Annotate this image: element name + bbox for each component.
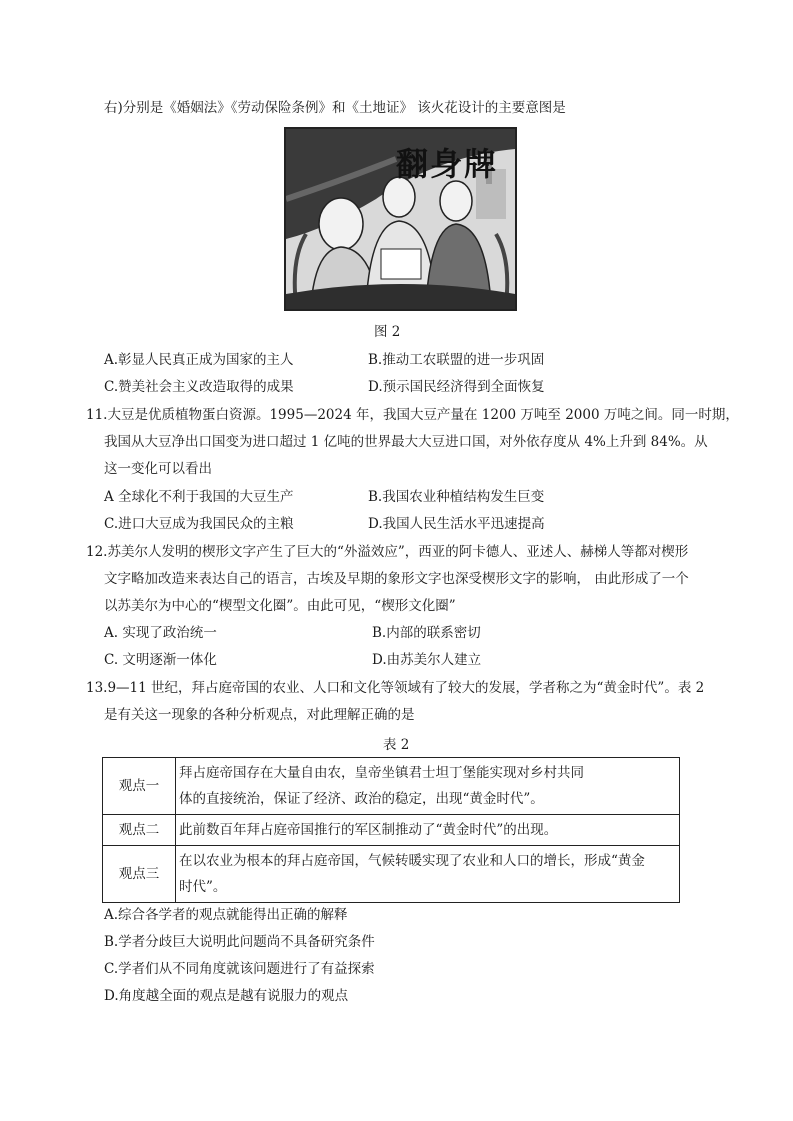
viewpoint-label: 观点三 — [103, 846, 176, 903]
q10-option-c[interactable]: C.赞美社会主义改造取得的成果 — [104, 379, 294, 395]
viewpoint-text — [176, 758, 680, 815]
q12-option-a[interactable]: A. 实现了政治统一 — [104, 625, 217, 641]
viewpoint-label: 观点一 — [103, 758, 176, 815]
q12-option-d[interactable]: D.由苏美尔人建立 — [372, 652, 482, 668]
q10-option-b[interactable]: B.推动工农联盟的进一步巩固 — [368, 352, 545, 368]
q13-option-b[interactable]: B.学者分歧巨大说明此问题尚不具备研究条件 — [104, 934, 375, 950]
q10-option-d[interactable]: D.预示国民经济得到全面恢复 — [368, 379, 545, 395]
q10-stem-tail: 右)分别是《婚姻法》《劳动保险条例》和《土地证》 该火花设计的主要意图是 — [104, 100, 566, 116]
viewpoint-text-line: 拜占庭帝国存在大量自由农，皇帝坐镇君士坦丁堡能实现对乡村共同 — [179, 765, 584, 781]
q11-stem-line2: 我国从大豆净出口国变为进口超过 1 亿吨的世界最大大豆进口国，对外依存度从 4%上升到 84%。从 — [104, 434, 708, 450]
q11-option-a[interactable]: A 全球化不利于我国的大豆生产 — [104, 489, 294, 505]
table-row — [103, 846, 680, 903]
viewpoint-label: 观点二 — [103, 815, 176, 846]
figure-title-text: 翻身牌 — [396, 145, 499, 183]
q11-stem-line3: 这一变化可以看出 — [104, 461, 212, 477]
viewpoint-text — [176, 846, 680, 903]
viewpoint-text-line: 在以农业为根本的拜占庭帝国，气候转暖实现了农业和人口的增长，形成“黄金 — [179, 853, 645, 869]
q13-option-d[interactable]: D.角度越全面的观点是越有说服力的观点 — [104, 988, 349, 1004]
viewpoint-text-line: 时代”。 — [179, 879, 227, 895]
q12-stem-line3: 以苏美尔为中心的“楔型文化圈”。由此可见，“楔形文化圈” — [104, 598, 456, 614]
q11-stem-line1: 11.大豆是优质植物蛋白资源。1995—2024 年，我国大豆产量在 1200 万吨至 2000 万吨之间。同一时期， — [86, 407, 739, 423]
viewpoint-text — [176, 815, 680, 846]
viewpoints-table — [102, 757, 680, 903]
table-title: 表 2 — [383, 737, 410, 753]
table-row — [103, 815, 680, 846]
q12-option-c[interactable]: C. 文明逐渐一体化 — [104, 652, 217, 668]
figure-caption: 图 2 — [374, 324, 401, 340]
q13-stem-line2: 是有关这一现象的各种分析观点，对此理解正确的是 — [104, 707, 415, 723]
q13-stem-line1: 13.9—11 世纪，拜占庭帝国的农业、人口和文化等领域有了较大的发展，学者称之为“黄金时代”。表 2 — [86, 680, 705, 696]
q11-option-b[interactable]: B.我国农业种植结构发生巨变 — [368, 489, 545, 505]
q11-option-d[interactable]: D.我国人民生活水平迅速提高 — [368, 516, 545, 532]
q13-option-a[interactable]: A.综合各学者的观点就能得出正确的解释 — [104, 907, 348, 923]
viewpoint-text-line: 此前数百年拜占庭帝国推行的军区制推动了“黄金时代”的出现。 — [179, 822, 558, 838]
viewpoint-text-line: 体的直接统治，保证了经济、政治的稳定，出现“黄金时代”。 — [179, 791, 544, 807]
q12-stem-line2: 文字略加改造来表达自己的语言，古埃及早期的象形文字也深受楔形文字的影响， 由此形成了一个 — [104, 571, 689, 587]
q11-option-c[interactable]: C.进口大豆成为我国民众的主粮 — [104, 516, 294, 532]
table-row — [103, 758, 680, 815]
q10-option-a[interactable]: A.彰显人民真正成为国家的主人 — [104, 352, 294, 368]
q12-stem-line1: 12.苏美尔人发明的楔形文字产生了巨大的“外溢效应”，西亚的阿卡德人、亚述人、赫梯人等都对楔形 — [86, 544, 689, 560]
q12-option-b[interactable]: B.内部的联系密切 — [372, 625, 481, 641]
q13-option-c[interactable]: C.学者们从不同角度就该问题进行了有益探索 — [104, 961, 375, 977]
matchbox-label-figure — [284, 127, 517, 311]
